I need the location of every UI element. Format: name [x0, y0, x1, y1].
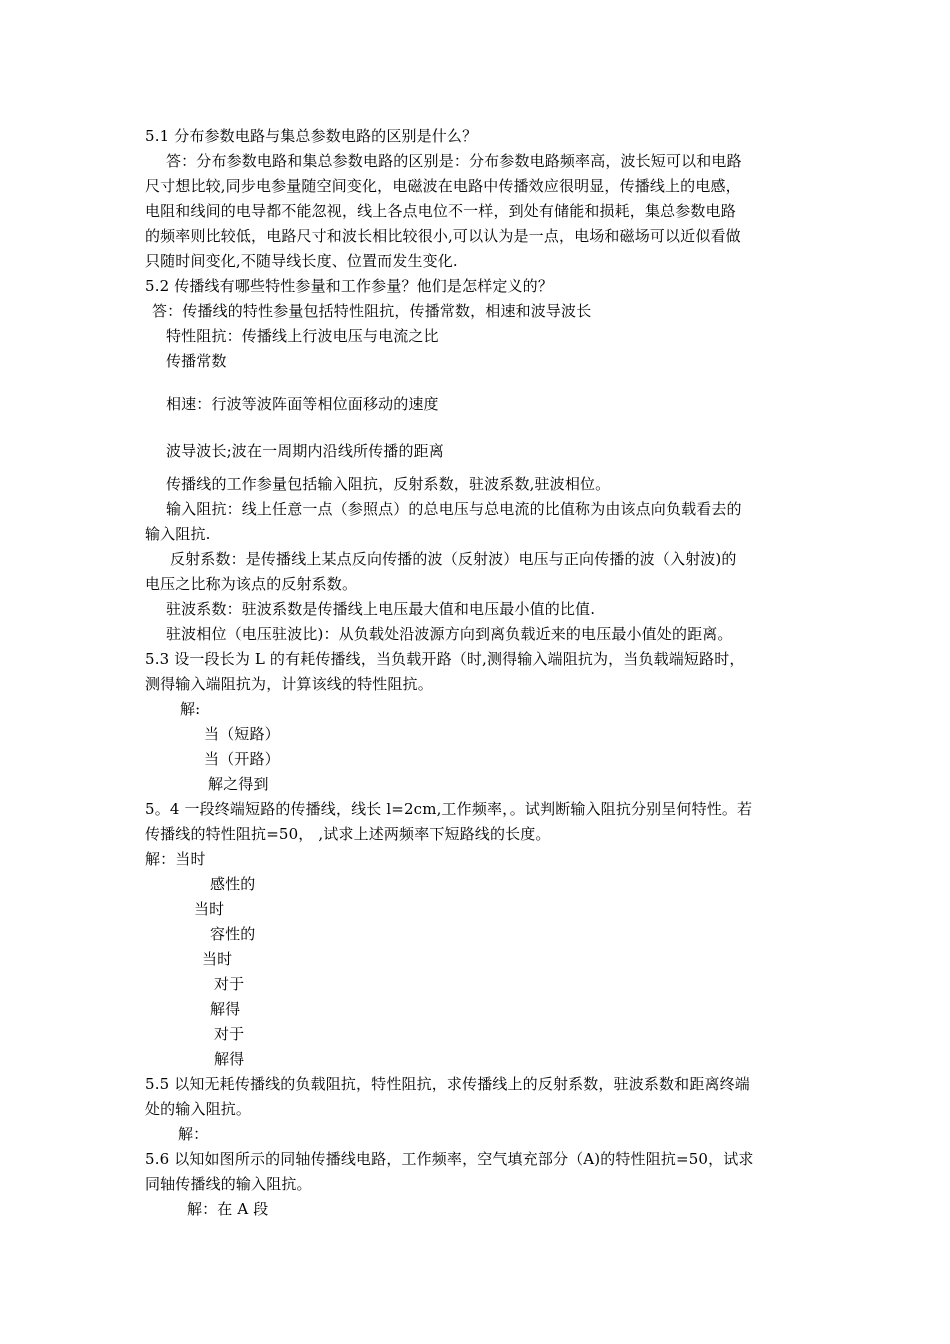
answer-5-1-line-1: 答：分布参数电路和集总参数电路的区别是：分布参数电路频率高，波长短可以和电路: [166, 152, 742, 170]
guide-wavelength: 波导波长;波在一周期内沿线所传播的距离: [166, 442, 444, 460]
solution-5-4-solved-2: 解得: [214, 1050, 245, 1068]
question-5-3-line-2: 测得输入端阻抗为，计算该线的特性阻抗。: [145, 675, 433, 693]
solution-5-4-capacitive: 容性的: [210, 925, 256, 943]
solution-5-3-short: 当（短路）: [204, 725, 280, 743]
solution-5-4-when-1: 当时: [194, 900, 225, 918]
solution-5-4-solved-1: 解得: [210, 1000, 241, 1018]
input-impedance-line-1: 输入阻抗：线上任意一点（参照点）的总电压与总电流的比值称为由该点向负载看去的: [166, 500, 742, 518]
characteristic-impedance: 特性阻抗：传播线上行波电压与电流之比: [166, 327, 439, 345]
working-parameters: 传播线的工作参量包括输入阻抗，反射系数，驻波系数,驻波相位。: [166, 475, 611, 493]
input-impedance-line-2: 输入阻抗.: [145, 525, 211, 543]
solution-5-3-result: 解之得到: [208, 775, 269, 793]
question-5-4-line-1: 5。4 一段终端短路的传播线，线长 l=2cm,工作频率，。试判断输入阻抗分别呈何特性。若: [145, 800, 753, 818]
reflection-coefficient-line-1: 反射系数：是传播线上某点反向传播的波（反射波）电压与正向传播的波（入射波)的: [170, 550, 737, 568]
answer-5-2-line-1: 答：传播线的特性参量包括特性阻抗，传播常数，相速和波导波长: [152, 302, 592, 320]
solution-5-6-label: 解：在 A 段: [187, 1200, 269, 1218]
propagation-constant: 传播常数: [166, 352, 227, 370]
phase-velocity: 相速：行波等波阵面等相位面移动的速度: [166, 395, 439, 413]
solution-5-4-for-1: 对于: [214, 975, 245, 993]
solution-5-3-label: 解:: [180, 700, 201, 718]
standing-wave-phase: 驻波相位（电压驻波比)：从负载处沿波源方向到离负载近来的电压最小值处的距离。: [166, 625, 733, 643]
question-5-3-line-1: 5.3 设一段长为 L 的有耗传播线，当负载开路（时,测得输入端阻抗为，当负载端短路时，: [145, 650, 745, 668]
standing-wave-ratio: 驻波系数：驻波系数是传播线上电压最大值和电压最小值的比值.: [166, 600, 596, 618]
reflection-coefficient-line-2: 电压之比称为该点的反射系数。: [145, 575, 358, 593]
question-5-2-title: 5.2 传播线有哪些特性参量和工作参量？他们是怎样定义的？: [145, 277, 553, 295]
answer-5-1-line-4: 的频率则比较低，电路尺寸和波长相比较很小,可以认为是一点，电场和磁场可以近似看做: [145, 227, 741, 245]
solution-5-4-inductive: 感性的: [210, 875, 256, 893]
solution-5-5-label: 解：: [178, 1125, 209, 1143]
answer-5-1-line-3: 电阻和线间的电导都不能忽视，线上各点电位不一样，到处有储能和损耗，集总参数电路: [145, 202, 736, 220]
question-5-6-line-2: 同轴传播线的输入阻抗。: [145, 1175, 312, 1193]
solution-5-3-open: 当（开路）: [204, 750, 280, 768]
question-5-6-line-1: 5.6 以知如图所示的同轴传播线电路，工作频率，空气填充部分（A)的特性阻抗=50，试求: [145, 1150, 754, 1168]
solution-5-4-when-2: 当时: [202, 950, 233, 968]
question-5-5-line-2: 处的输入阻抗。: [145, 1100, 252, 1118]
answer-5-1-line-2: 尺寸想比较,同步电参量随空间变化，电磁波在电路中传播效应很明显，传播线上的电感，: [145, 177, 741, 195]
question-5-4-line-2: 传播线的特性阻抗=50， ,试求上述两频率下短路线的长度。: [145, 825, 551, 843]
question-5-5-line-1: 5.5 以知无耗传播线的负载阻抗，特性阻抗，求传播线上的反射系数，驻波系数和距离终端: [145, 1075, 750, 1093]
solution-5-4-label: 解：当时: [145, 850, 206, 868]
solution-5-4-for-2: 对于: [214, 1025, 245, 1043]
answer-5-1-line-5: 只随时间变化,不随导线长度、位置而发生变化.: [145, 252, 458, 270]
question-5-1-title: 5.1 分布参数电路与集总参数电路的区别是什么？: [145, 127, 478, 145]
